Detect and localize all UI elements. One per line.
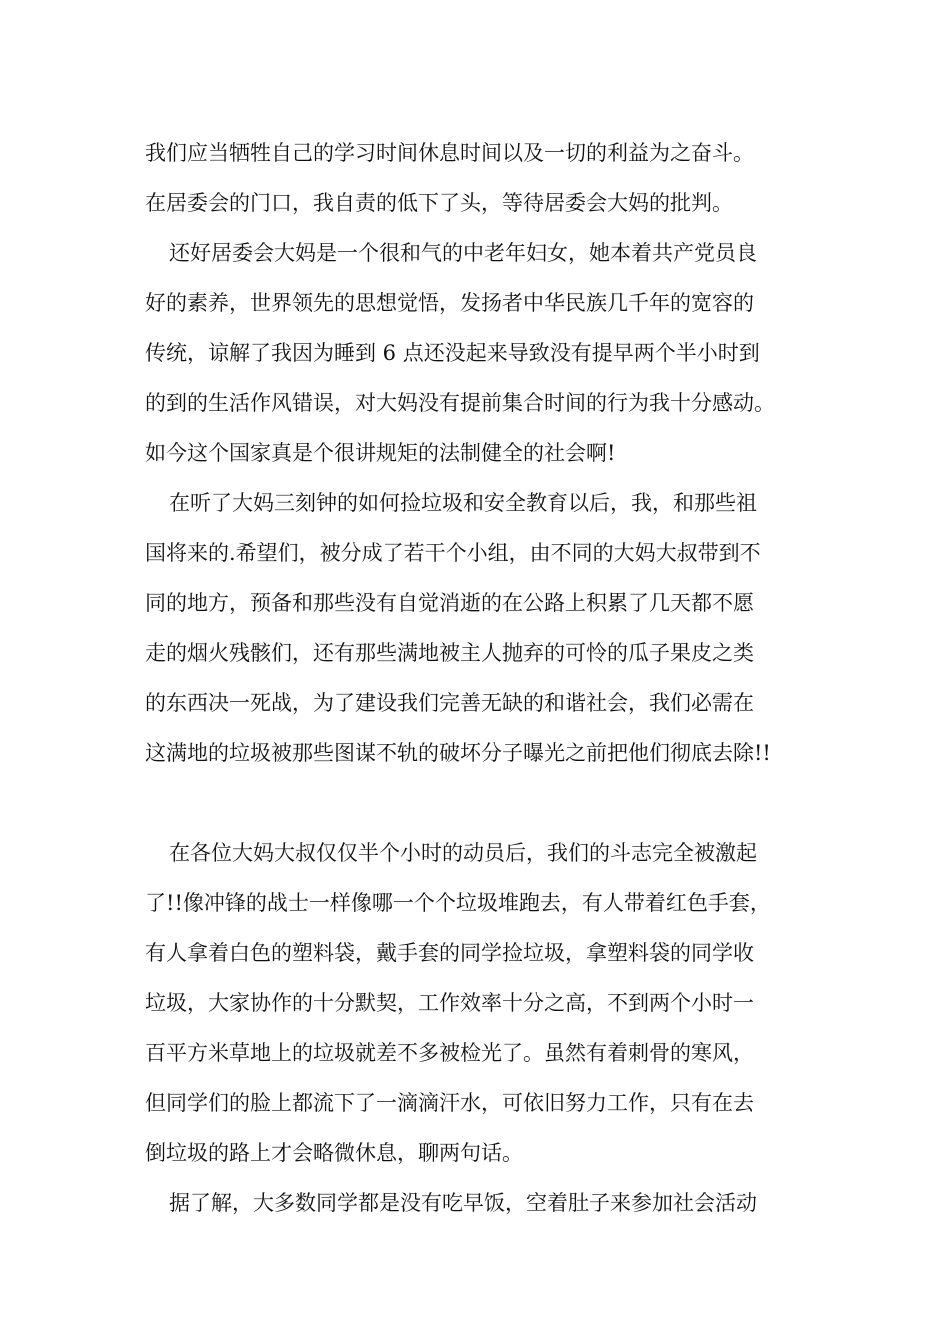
paragraph-start-line: 在听了大妈三刻钟的如何捡垃圾和安全教育以后，我，和那些祖 [169,491,757,515]
text-line: 垃圾，大家协作的十分默契，工作效率十分之高，不到两个小时一 [145,991,754,1015]
text-line: 百平方米草地上的垃圾就差不多被检光了。虽然有着刺骨的寒风， [145,1041,754,1065]
text-line: 这满地的垃圾被那些图谋不轨的破坏分子曝光之前把他们彻底去除!! [145,741,771,765]
text-line: 同的地方，预备和那些没有自觉消逝的在公路上积累了几天都不愿 [145,591,754,615]
text-line: 倒垃圾的路上才会略微休息，聊两句话。 [145,1141,523,1165]
text-line: 我们应当牺牲自己的学习时间休息时间以及一切的利益为之奋斗。 [145,141,754,165]
blank-line [145,778,825,828]
text-line: 有人拿着白色的塑料袋，戴手套的同学捡垃圾，拿塑料袋的同学收 [145,941,754,965]
text-line: 好的素养，世界领先的思想觉悟，发扬者中华民族几千年的宽容的 [145,291,754,315]
text-line: 的东西决一死战，为了建设我们完善无缺的和谐社会，我们必需在 [145,691,754,715]
paragraph-start-line: 据了解，大多数同学都是没有吃早饭，空着肚子来参加社会活动 [169,1191,757,1215]
text-line: 传统，谅解了我因为睡到 6 点还没起来导致没有提早两个半小时到 [145,341,760,365]
paragraph-start-line: 还好居委会大妈是一个很和气的中老年妇女，她本着共产党员良 [169,241,757,265]
paragraph-start-line: 在各位大妈大叔仅仅半个小时的动员后，我们的斗志完全被激起 [169,841,757,865]
text-line: 了!!像冲锋的战士一样像哪一个个垃圾堆跑去，有人带着红色手套， [145,891,771,915]
text-line: 在居委会的门口，我自责的低下了头，等待居委会大妈的批判。 [145,191,733,215]
text-line: 的到的生活作风错误，对大妈没有提前集合时间的行为我十分感动。 [145,391,775,415]
text-line: 国将来的.希望们，被分成了若干个小组，由不同的大妈大叔带到不 [145,541,761,565]
text-line: 如今这个国家真是个很讲规矩的法制健全的社会啊! [145,441,616,465]
text-line: 走的烟火残骸们，还有那些满地被主人抛弃的可怜的瓜子果皮之类 [145,641,754,665]
text-line: 但同学们的脸上都流下了一滴滴汗水，可依旧努力工作，只有在去 [145,1091,754,1115]
document-body [145,128,825,1228]
